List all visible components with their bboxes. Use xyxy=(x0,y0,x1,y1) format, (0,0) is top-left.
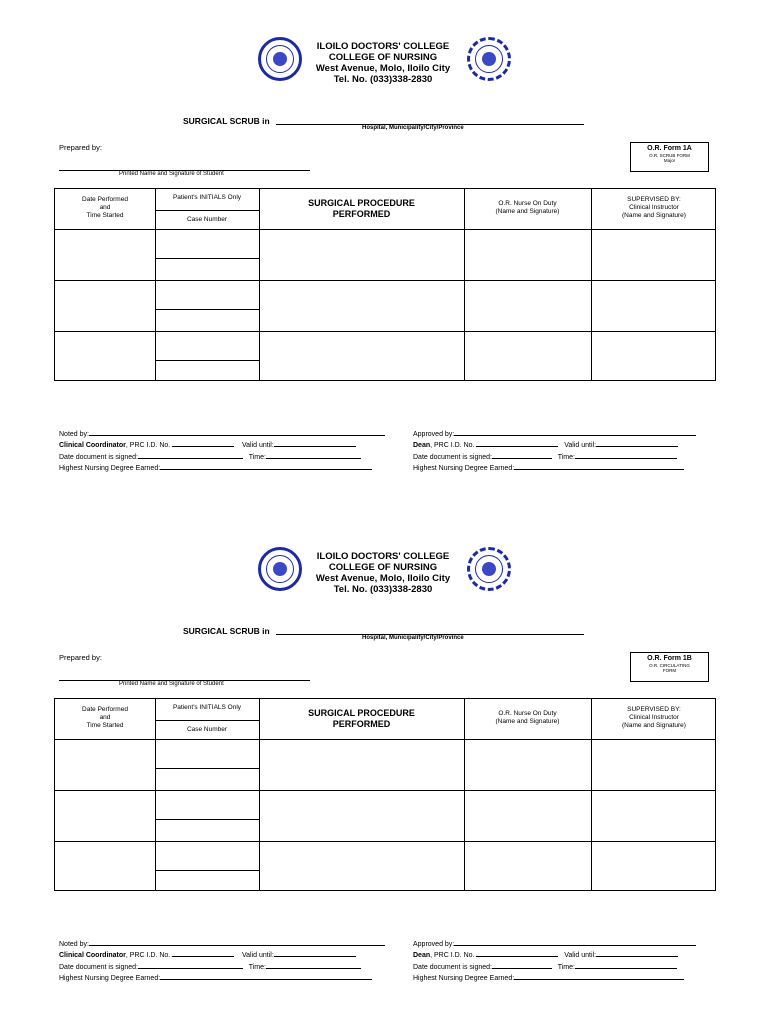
college-address: West Avenue, Molo, Iloilo City xyxy=(315,573,451,584)
signature-caption: Printed Name and Signature of Student xyxy=(119,171,224,177)
surgical-scrub-form xyxy=(0,510,768,1010)
prepared-by-label: Prepared by: xyxy=(59,653,102,662)
col-nurse-header: O.R. Nurse On Duty (Name and Signature) xyxy=(495,710,560,725)
college-address: West Avenue, Molo, Iloilo City xyxy=(315,63,451,74)
or-form-sub2: FORM xyxy=(662,668,677,673)
hospital-caption: Hospital, Municipality/City/Province xyxy=(362,635,464,641)
or-form-box xyxy=(630,652,709,682)
scrub-title: SURGICAL SCRUB in xyxy=(183,626,270,636)
school-name: COLLEGE OF NURSING xyxy=(328,562,438,573)
procedure-table xyxy=(54,188,716,381)
col-case-header: Case Number xyxy=(186,216,228,223)
or-form-title: O.R. Form 1B xyxy=(647,655,692,662)
col-date-header: Date Performed and Time Started xyxy=(82,706,128,729)
col-initials-header: Patient's INITIALS Only xyxy=(172,704,242,711)
college-name: ILOILO DOCTORS' COLLEGE xyxy=(316,551,450,562)
college-name: ILOILO DOCTORS' COLLEGE xyxy=(316,41,450,52)
approved-by-block: Approved by: Dean, PRC I.D. No. Valid until: Date document is signed: Time: Highest Nursing Degree Earned: xyxy=(413,938,696,984)
col-initials-header: Patient's INITIALS Only xyxy=(172,194,242,201)
scrub-title: SURGICAL SCRUB in xyxy=(183,116,270,126)
col-supervised-header: SUPERVISED BY: Clinical Instructor (Name and Signature) xyxy=(622,706,686,729)
college-header xyxy=(290,41,476,85)
col-procedure-header: SURGICAL PROCEDURE PERFORMED xyxy=(308,198,415,219)
or-form-box xyxy=(630,142,709,172)
procedure-table xyxy=(54,698,716,891)
noted-by-block: Noted by: Clinical Coordinator, PRC I.D. No. Valid until: Date document is signed: Time: Highest Nursing Degree Earned: xyxy=(59,428,385,474)
noted-by-line[interactable] xyxy=(89,428,385,436)
col-date-header: Date Performed and Time Started xyxy=(82,196,128,219)
or-form-sub1: O.R. CIRCULATING xyxy=(649,663,690,668)
hospital-caption: Hospital, Municipality/City/Province xyxy=(362,125,464,131)
noted-by-block: Noted by: Clinical Coordinator, PRC I.D. No. Valid until: Date document is signed: Time: Highest Nursing Degree Earned: xyxy=(59,938,385,984)
or-form-sub1: O.R. SCRUB FORM xyxy=(649,153,690,158)
or-form-title: O.R. Form 1A xyxy=(647,145,692,152)
college-tel: Tel. No. (033)338-2830 xyxy=(333,74,433,85)
approved-by-line[interactable] xyxy=(454,938,696,946)
noted-by-line[interactable] xyxy=(89,938,385,946)
col-nurse-header: O.R. Nurse On Duty (Name and Signature) xyxy=(495,200,560,215)
college-header xyxy=(290,551,476,595)
signature-caption: Printed Name and Signature of Student xyxy=(119,681,224,687)
surgical-scrub-form xyxy=(0,0,768,500)
col-case-header: Case Number xyxy=(186,726,228,733)
col-supervised-header: SUPERVISED BY: Clinical Instructor (Name and Signature) xyxy=(622,196,686,219)
approved-by-line[interactable] xyxy=(454,428,696,436)
school-name: COLLEGE OF NURSING xyxy=(328,52,438,63)
prepared-by-label: Prepared by: xyxy=(59,143,102,152)
col-procedure-header: SURGICAL PROCEDURE PERFORMED xyxy=(308,708,415,729)
or-form-sub2: Major xyxy=(663,158,676,163)
college-tel: Tel. No. (033)338-2830 xyxy=(333,584,433,595)
approved-by-block: Approved by: Dean, PRC I.D. No. Valid until: Date document is signed: Time: Highest Nursing Degree Earned: xyxy=(413,428,696,474)
